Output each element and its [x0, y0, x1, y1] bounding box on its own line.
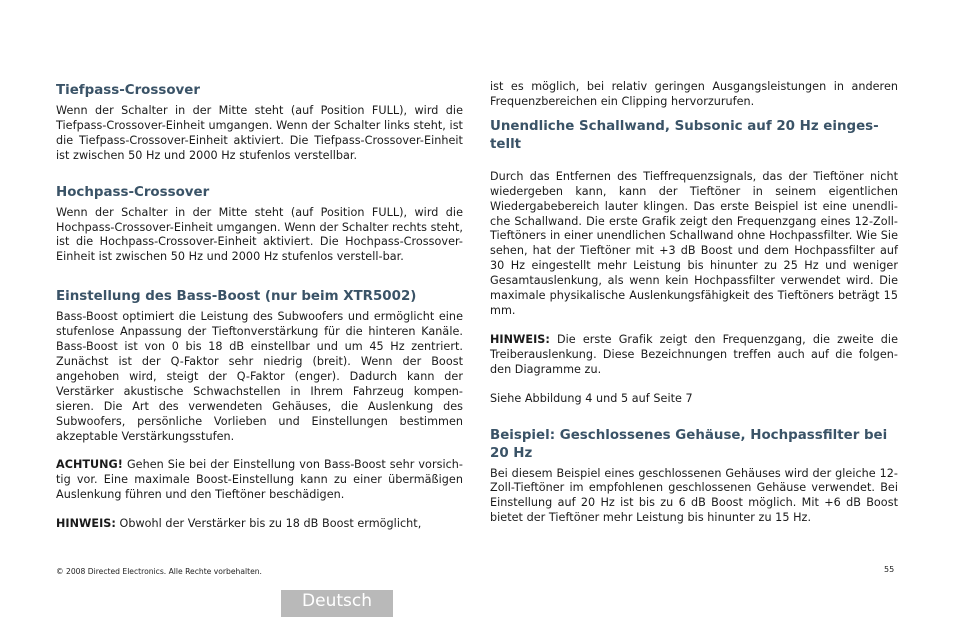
- left-column: [56, 82, 463, 532]
- heading-bass-boost: Einstellung des Bass-Boost (nur beim XTR5002): [56, 289, 417, 305]
- heading-tiefpass: Tiefpass-Crossover: [56, 83, 200, 98]
- language-tab: Deutsch: [281, 590, 393, 617]
- warning-paragraph: [56, 458, 463, 503]
- paragraph-closed-enclosure: Bei diesem Beispiel eines geschlossenen Gehäuses wird der gleiche 12-Zoll-Tieftöner im empfohlenen geschlossenen Gehäuse verwendet. Bei Einstellung auf 20 Hz ist bis zu 6 dB Boost möglich. Mit +6 dB Boost bietet der Tieftöner mehr Leistung bis hinunter zu 15 Hz.: [490, 466, 898, 525]
- copyright-notice: © 2008 Directed Electronics. Alle Rechte vorbehalten.: [56, 567, 262, 576]
- paragraph-continuation: ist es möglich, bei relativ geringen Ausgangsleistungen in anderen Frequenzbereichen ein Clipping hervorzurufen.: [490, 80, 898, 108]
- note-paragraph-left: [56, 517, 463, 532]
- note-paragraph-right: [490, 333, 898, 378]
- page-number: 55: [884, 565, 895, 574]
- heading-infinite-baffle: Unendliche Schallwand, Subsonic auf 20 Hz einges-tellt: [490, 118, 879, 152]
- paragraph-tiefpass: Wenn der Schalter in der Mitte steht (auf Position FULL), wird die Tiefpass-Crossover-Einheit umgangen. Wenn der Schalter links steht, ist die Tiefpass-Crossover-Einheit aktiviert. Die Tiefpass-Crossover-Einheit ist zwischen 50 Hz und 2000 Hz stufenlos verstellbar.: [56, 104, 463, 162]
- paragraph-bass-boost: Bass-Boost optimiert die Leistung des Subwoofers und ermöglicht eine stufenlose Anpassung der Tieftonverstärkung für die hinteren Kanäle. Bass-Boost ist von 0 bis 18 dB einstellbar und um 45 Hz zentriert. Zunächst ist der Q-Faktor sehr niedrig (breit). Wenn der Boost angehoben wird, steigt der Q-Faktor (enger). Dadurch kann der Verstärker akustische Schwachstellen in Ihrem Fahrzeug kompen-sieren. Die Art des verwendeten Gehäuses, die Auslenkung des Subwoofers, persönliche Vorlieben und Einstellungen bestimmen akzeptable Verstärkungsstufen.: [56, 310, 463, 443]
- note-label-left: HINWEIS:: [56, 517, 116, 531]
- paragraph-infinite-baffle: Durch das Entfernen des Tieffrequenzsignals, das der Tieftöner nicht wiedergeben kann, kann der Tieftöner in seinem eigentlichen Wiedergabebereich lauter klingen. Das erste Beispiel ist eine unendli-che Schallwand. Die erste Grafik zeigt den Frequenzgang eines 12-Zoll-Tieftöners in einer unendlichen Schallwand ohne Hochpassfilter. Wie Sie sehen, hat der Tieftöner mit +3 dB Boost und dem Hochpassfilter auf 30 Hz eingestellt mehr Leistung bis hinunter zu 25 Hz und weniger Gesamtauslenkung, als wenn kein Hochpassfilter verwendet wird. Die maximale physikalische Auslenkungsfähigkeit des Tieftöners beträgt 15 mm.: [490, 169, 898, 317]
- warning-text: Gehen Sie bei der Einstellung von Bass-Boost sehr vorsich-tig vor. Eine maximale Boost-Einstellung kann zu einer übermäßigen Auslenkung führen und den Tieftöner beschädigen.: [56, 458, 463, 502]
- warning-label: ACHTUNG!: [56, 458, 123, 472]
- right-column: [490, 80, 898, 526]
- note-label-right: HINWEIS:: [490, 332, 550, 346]
- heading-hochpass: Hochpass-Crossover: [56, 184, 210, 200]
- paragraph-hochpass: Wenn der Schalter in der Mitte steht (auf Position FULL), wird die Hochpass-Crossover-Einheit umgangen. Wenn der Schalter rechts steht, ist die Hochpass-Crossover-Einheit aktiviert. Die Hochpass-Crossover-Einheit ist zwischen 50 Hz und 2000 Hz stufenlos verstell-bar.: [56, 205, 463, 264]
- note-text-right: Die erste Grafik zeigt den Frequenzgang, die zweite die Treiberauslenkung. Diese Bezeichnungen treffen auch auf die folgen-den Diagramme zu.: [490, 332, 898, 376]
- note-text-left: Obwohl der Verstärker bis zu 18 dB Boost ermöglicht,: [115, 517, 422, 531]
- figure-reference: Siehe Abbildung 4 und 5 auf Seite 7: [490, 391, 693, 405]
- heading-closed-enclosure: Beispiel: Geschlossenes Gehäuse, Hochpassfilter bei 20 Hz: [490, 427, 888, 461]
